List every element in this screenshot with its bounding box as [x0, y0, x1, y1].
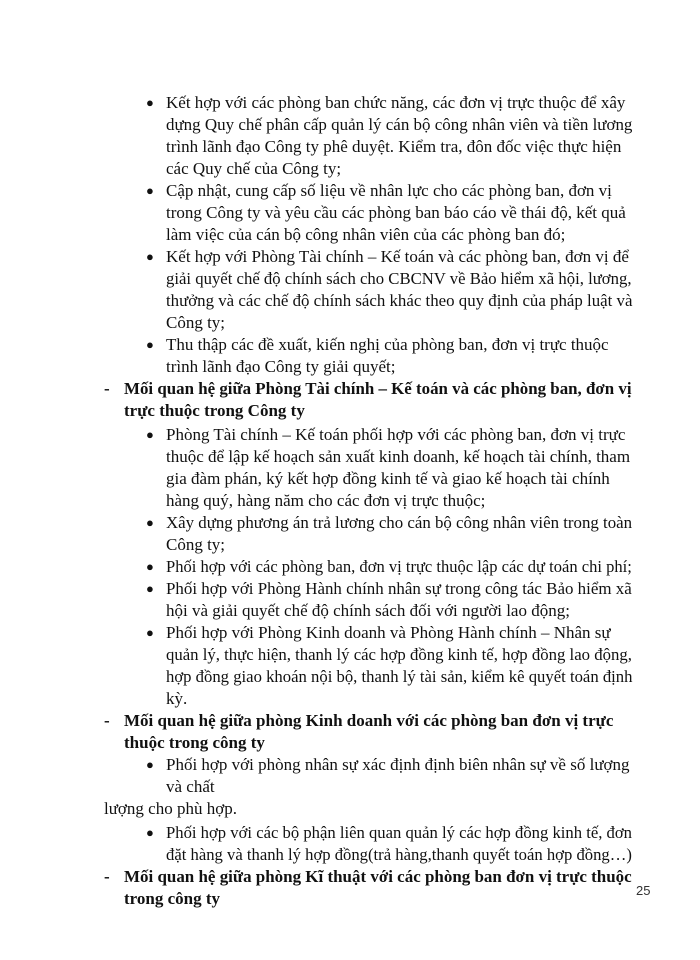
list-item-line: hàng quý, hàng năm cho các đơn vị trực thuộc;	[166, 491, 486, 510]
list-item-line: dựng Quy chế phân cấp quản lý cán bộ công nhân viên và tiền lương	[166, 115, 633, 134]
section-heading: thuộc trong công ty	[124, 733, 265, 752]
list-item-line: thuộc để lập kế hoạch sản xuất kinh doanh, kế hoạch tài chính, tham	[166, 447, 631, 466]
bullet-dot-icon: ●	[146, 559, 154, 574]
list-item-line: Công ty;	[166, 535, 226, 554]
list-item-line: Kết hợp với Phòng Tài chính – Kế toán và các phòng ban, đơn vị để	[166, 247, 629, 266]
list-item-line: Kết hợp với các phòng ban chức năng, các đơn vị trực thuộc để xây	[166, 93, 626, 112]
bullet-dot-icon: ●	[146, 95, 154, 110]
bullet-dot-icon: ●	[146, 757, 154, 772]
list-item-line: trình lãnh đạo Công ty phê duyệt. Kiểm tra, đôn đốc việc thực hiện	[166, 137, 622, 156]
list-item-line: thưởng và các chế độ chính sách khác theo quy định của pháp luật và	[166, 291, 633, 310]
list-item-line: làm việc của cán bộ công nhân viên của các phòng ban đó;	[166, 225, 566, 244]
list-item-line: Phối hợp với phòng nhân sự xác định định biên nhân sự về số lượng	[166, 755, 630, 774]
bullet-dot-icon: ●	[146, 625, 154, 640]
dash-icon: -	[104, 379, 110, 398]
section-heading: Mối quan hệ giữa phòng Kĩ thuật với các phòng ban đơn vị trực thuộc	[124, 867, 632, 886]
bullet-dot-icon: ●	[146, 183, 154, 198]
list-item-line: Phối hợp với Phòng Kinh doanh và Phòng Hành chính – Nhân sự	[166, 623, 611, 642]
list-item-line: trình lãnh đạo Công ty giải quyết;	[166, 357, 396, 376]
list-item-line: và chất	[166, 777, 215, 796]
list-item-line: Phòng Tài chính – Kế toán phối hợp với các phòng ban, đơn vị trực	[166, 425, 626, 444]
continuation-line: lượng cho phù hợp.	[104, 799, 237, 818]
section-heading: trực thuộc trong Công ty	[124, 401, 305, 420]
list-item-line: kỳ.	[166, 689, 188, 708]
list-item-line: giải quyết chế độ chính sách cho CBCNV về Bảo hiểm xã hội, lương,	[166, 269, 632, 288]
page-number: 25	[636, 883, 651, 898]
list-item-line: trong Công ty và yêu cầu các phòng ban báo cáo về thái độ, kết quả	[166, 203, 626, 222]
section-heading: trong công ty	[124, 889, 221, 908]
list-item-line: các Quy chế của Công ty;	[166, 159, 342, 178]
list-item-line: hội và giải quyết chế độ chính sách đối với người lao động;	[166, 601, 570, 620]
bullet-dot-icon: ●	[146, 427, 154, 442]
bullet-dot-icon: ●	[146, 581, 154, 596]
list-item-line: hợp đồng giao khoán nội bộ, thanh lý tài sản, kiểm kê quyết toán định	[166, 667, 633, 686]
bullet-dot-icon: ●	[146, 249, 154, 264]
section-heading: Mối quan hệ giữa phòng Kinh doanh với các phòng ban đơn vị trực	[124, 711, 614, 730]
list-item-line: Phối hợp với các phòng ban, đơn vị trực thuộc lập các dự toán chi phí;	[166, 557, 632, 576]
list-item-line: đặt hàng và thanh lý hợp đồng(trả hàng,thanh quyết toán hợp đồng…)	[166, 845, 632, 864]
dash-icon: -	[104, 711, 110, 730]
list-item-line: Xây dựng phương án trả lương cho cán bộ công nhân viên trong toàn	[166, 513, 633, 532]
bullet-dot-icon: ●	[146, 337, 154, 352]
list-item-line: gia đàm phán, ký kết hợp đồng kinh tế và giao kế hoạch tài chính	[166, 469, 610, 488]
list-item-line: Phối hợp với Phòng Hành chính nhân sự trong công tác Bảo hiểm xã	[166, 579, 632, 598]
bullet-dot-icon: ●	[146, 515, 154, 530]
bullet-dot-icon: ●	[146, 825, 154, 840]
section-heading: Mối quan hệ giữa Phòng Tài chính – Kế toán và các phòng ban, đơn vị	[124, 379, 632, 398]
list-item-line: Công ty;	[166, 313, 226, 332]
list-item-line: Cập nhật, cung cấp số liệu về nhân lực cho các phòng ban, đơn vị	[166, 181, 612, 200]
list-item-line: Thu thập các đề xuất, kiến nghị của phòng ban, đơn vị trực thuộc	[166, 335, 609, 354]
list-item-line: quản lý, thực hiện, thanh lý các hợp đồng kinh tế, hợp đồng lao động,	[166, 645, 632, 664]
dash-icon: -	[104, 867, 110, 886]
list-item-line: Phối hợp với các bộ phận liên quan quản lý các hợp đồng kinh tế, đơn	[166, 823, 632, 842]
